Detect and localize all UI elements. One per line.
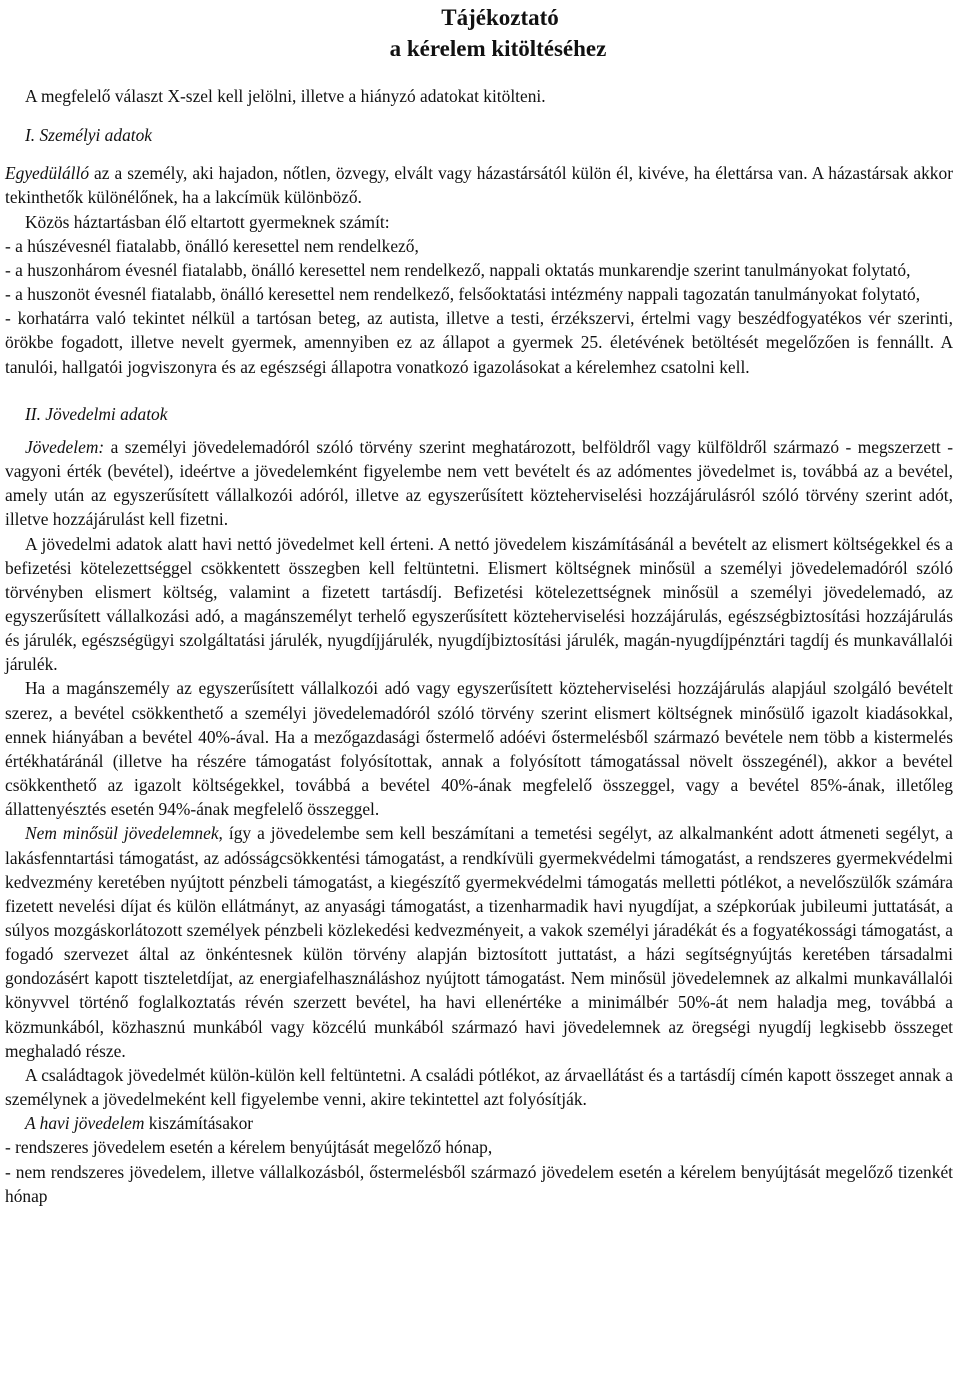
paragraph-text: az a személy, aki hajadon, nőtlen, özvegy, elvált vagy házastársától külön él, kivéve, ha élettársa van. A házastársak akkor tekinthetők különélőnek, ha a lakcímük különböző. bbox=[5, 163, 953, 208]
list-item: - rendszeres jövedelem esetén a kérelem benyújtását megelőző hónap, bbox=[5, 1137, 493, 1158]
term-havi-jovedelem: A havi jövedelem bbox=[25, 1113, 145, 1134]
paragraph-text: így a jövedelembe sem kell beszámítani a temetési segélyt, az alkalmanként adott átmeneti segélyt, a lakásfenntartási támogatást, az adósságcsökkentési támogatást, a rendkívüli gyermekvédelmi támogatást, a rendszeres gyermekvédelmi kedvezmény keretében nyújtott pénzbeli támogatást, a kiegészítő gyermekvédelmi támogatás melletti pótlékot, a nevelőszülők számára fizetett nevelési díjat és külön ellátmányt, az anyasági támogatást, a tizenharmadik havi nyugdíjat, a szépkorúak jubileumi juttatását, a súlyos mozgáskorlátozott személyek pénzbeli közlekedési kedvezményeit, a vakok személyi járadékát és a fogyatékossági támogatást, a fogadó szervezet által az önkéntesnek külön törvény alapján biztosított juttatást, a házi segítségnyújtás keretében társadalmi gondozásért kapott tiszteletdíjat, az energiafelhasználáshoz nyújtott támogatást. Nem minősül jövedelemnek az alkalmi munkavállalói könyvvel történő foglalkoztatás révén szerzett bevétel, ha havi ellenértéke a minimálbér 50%-át nem haladja meg, továbbá a közmunkából, közhasznú munkából vagy közcélú munkából származó havi jövedelemnek az öregségi nyugdíj legkisebb összeget meghaladó része. bbox=[5, 823, 953, 1061]
paragraph-text: a személyi jövedelemadóról szóló törvény szerint meghatározott, belföldről vagy külföldről származó - megszerzett - vagyoni érték (bevétel), ideértve a jövedelemként figyelembe nem vett bevételt és az adómentes jövedelmet is, továbbá az a bevétel, amely után az egyszerűsített vállalkozói adóról, illetve az egyszerűsített közteherviselési hozzájárulásról szóló törvény szerint adót, illetve hozzájárulást kell fizetni. bbox=[5, 436, 953, 530]
section-2-paragraph-2: A jövedelmi adatok alatt havi nettó jövedelmet kell érteni. A nettó jövedelem kiszámításánál a bevételt az elismert költségekkel és a befizetési kötelezettséggel csökkentett összegben kell feltüntetni. Elismert költségnek minősül a személyi jövedelemadóról szóló törvényben elismert költség, valamint a fizetett tartásdíj. Befizetési kötelezettségnek minősül a személyi jövedelemadó, az egyszerűsített vállalkozási adó, a magánszemélyt terhelő egyszerűsített közteherviselési hozzájárulás, egészségbiztosítási hozzájárulás és járulék, egészségügyi szolgáltatási járulék, nyugdíjjárulék, nyugdíjbiztosítási járulék, magán-nyugdíjpénztári tagdíj és munkavállalói járulék. bbox=[5, 533, 953, 675]
section-2-paragraph-5: A családtagok jövedelmét külön-külön kell feltüntetni. A családi pótlékot, az árvaellátást és a tartásdíj címén kapott összeget annak a személynek a jövedelmeként kell figyelembe venni, akire tekintettel azt folyósítják. bbox=[5, 1064, 953, 1110]
term-nem-minosul: Nem minősül jövedelemnek, bbox=[25, 823, 223, 844]
list-item: - korhatárra való tekintet nélkül a tartósan beteg, az autista, illetve a testi, érzékszervi, értelmi vagy beszédfogyatékos vér szerinti, örökbe fogadott, illetve nevelt gyermek, amennyiben ez az állapot a gyermek 25. életévének betöltését megelőzően is fennállt. A tanulói, hallgatói jogviszonyra és az egészségi állapotra vonatkozó igazolásokat a kérelemhez csatolni kell. bbox=[5, 308, 953, 377]
list-item: - nem rendszeres jövedelem, illetve vállalkozásból, őstermelésből származó jövedelem esetén a kérelem benyújtását megelőző tizenkét hónap bbox=[5, 1161, 953, 1206]
section-2-heading: II. Jövedelmi adatok bbox=[25, 403, 168, 424]
section-2-paragraph-4 bbox=[5, 821, 953, 1063]
document-title bbox=[5, 0, 953, 64]
section-2-paragraph-6 bbox=[5, 1111, 953, 1135]
term-egyedulallo: Egyedülálló bbox=[5, 163, 90, 184]
section-2-paragraph-3: Ha a magánszemély az egyszerűsített vállalkozói adó vagy egyszerűsített közteherviselési hozzájárulás alapjául szolgáló bevételt szerez, a bevétel csökkenthető a személyi jövedelemadóról szóló törvény szerint elismert költségnek minősülő igazolt kiadásokkal, ennek hiányában a bevétel 40%-ával. Ha a mezőgazdasági őstermelő adóévi őstermelésből származó bevétele nem több a kistermelés értékhatáránál (illetve ha részére támogatást folyósítottak, annak a folyósított támogatással növelt összegénél), akkor a bevétel csökkenthető az igazolt költségekkel, továbbá a bevétel 40%-ának megfelelő összeggel, vagy a bevétel 85%-ának, illetőleg állattenyésztés esetén 94%-ának megfelelő összeggel. bbox=[5, 678, 953, 820]
term-jovedelem: Jövedelem: bbox=[25, 436, 105, 457]
intro-text: A megfelelő választ X-szel kell jelölni, illetve a hiányzó adatokat kitölteni. bbox=[25, 86, 546, 106]
title-line-1: Tájékoztató bbox=[441, 5, 559, 30]
section-1-heading: I. Személyi adatok bbox=[25, 125, 153, 146]
list-item: - a huszonhárom évesnél fiatalabb, önálló keresettel nem rendelkező, nappali oktatás munkarendje szerint tanulmányokat folytató, bbox=[5, 259, 911, 280]
list-item: - a huszonöt évesnél fiatalabb, önálló keresettel nem rendelkező, felsőoktatási intézmény nappali tagozatán tanulmányokat folytató, bbox=[5, 284, 921, 305]
section-1-paragraph-1 bbox=[5, 161, 953, 209]
paragraph-text: kiszámításakor bbox=[144, 1113, 254, 1134]
list-item: - a húszévesnél fiatalabb, önálló keresettel nem rendelkező, bbox=[5, 235, 419, 256]
section-1-paragraph-2: Közös háztartásban élő eltartott gyermeknek számít: bbox=[25, 211, 390, 232]
section-2-paragraph-1 bbox=[5, 435, 953, 532]
title-line-2: a kérelem kitöltéséhez bbox=[389, 36, 607, 61]
